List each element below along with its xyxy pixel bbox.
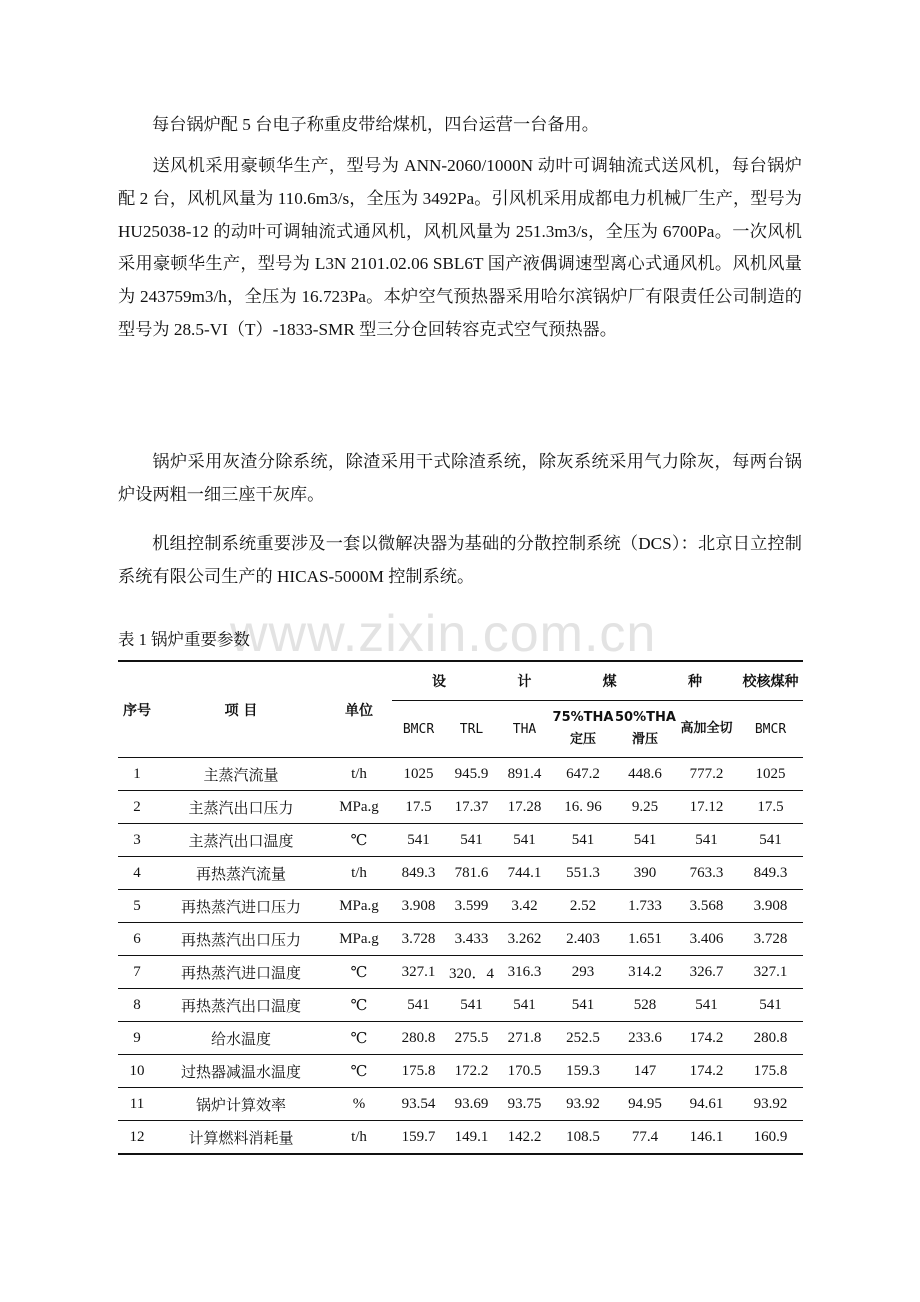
row-value: 159.3 [551,1055,615,1088]
header-unit: 单位 [326,661,392,758]
header-col-sublabel: 滑压 [631,732,658,747]
header-col-trl: TRL [445,701,498,758]
header-item: 项 目 [156,661,326,758]
row-number: 3 [118,824,156,857]
row-value: 94.95 [615,1088,675,1121]
row-number: 11 [118,1088,156,1121]
paragraph-control-system [118,528,802,594]
row-item: 再热蒸汽进口压力 [156,890,326,923]
table-row [118,1055,803,1088]
row-value: 945.9 [445,758,498,791]
row-item: 再热蒸汽出口压力 [156,923,326,956]
paragraph-text: 每台锅炉配 5 台电子称重皮带给煤机，四台运营一台备用。 [152,115,599,134]
row-value: 541 [738,989,803,1022]
row-value: 541 [445,824,498,857]
row-value: 9.25 [615,791,675,824]
row-number: 5 [118,890,156,923]
row-value: 252.5 [551,1022,615,1055]
row-value: 17.37 [445,791,498,824]
row-value: 647.2 [551,758,615,791]
row-value: 160.9 [738,1121,803,1155]
header-col-50tha [615,701,675,758]
row-value: 77.4 [615,1121,675,1155]
table-row [118,857,803,890]
row-value: 94.61 [675,1088,738,1121]
row-value: 293 [551,956,615,989]
row-value: 175.8 [738,1055,803,1088]
table-caption: 表 1 锅炉重要参数 [118,630,250,649]
row-unit: ℃ [326,989,392,1022]
row-value: 744.1 [498,857,551,890]
header-col-hp-heater-off: 高加全切 [675,701,738,758]
row-value: 541 [392,824,445,857]
row-value: 781.6 [445,857,498,890]
row-value: 271.8 [498,1022,551,1055]
row-number: 6 [118,923,156,956]
row-item: 主蒸汽流量 [156,758,326,791]
header-design-char: 设 [432,674,446,690]
row-value: 93.75 [498,1088,551,1121]
row-unit: ℃ [326,1022,392,1055]
row-value: 233.6 [615,1022,675,1055]
paragraph-ash-system [118,446,802,512]
table-row [118,956,803,989]
table-row [118,923,803,956]
row-value: 327.1 [392,956,445,989]
row-value: 849.3 [392,857,445,890]
row-value: 159.7 [392,1121,445,1155]
table-row [118,1121,803,1155]
paragraph-text: 锅炉采用灰渣分除系统，除渣采用干式除渣系统，除灰系统采用气力除灰，每两台锅炉设两粗一细三座干灰库。 [118,452,802,504]
row-value: 326.7 [675,956,738,989]
row-value: 777.2 [675,758,738,791]
row-number: 2 [118,791,156,824]
row-value: 275.5 [445,1022,498,1055]
header-design-char: 计 [517,674,532,690]
boiler-parameters-table [118,660,803,1155]
row-value: 175.8 [392,1055,445,1088]
row-value: 3.599 [445,890,498,923]
row-value: 541 [615,824,675,857]
table-row [118,1022,803,1055]
paragraph-text: 送风机采用豪顿华生产，型号为 ANN-2060/1000N 动叶可调轴流式送风机，每台锅炉配 2 台，风机风量为 110.6m3/s，全压为 3492Pa。引风机采用成都电力机械厂生产，型号为 HU25038-12 的动叶可调轴流式通风机，风机风量为 251.3m3/s，全压为 6700Pa。一次风机采用豪顿华生产，型号为 L3N 2101.02.06 SBL6T 国产液偶调速型离心式通风机。风机风量为 243759m3/h，全压为 16.723Pa。本炉空气预热器采用哈尔滨锅炉厂有限责任公司制造的型号为 28.5-VI（T）-1833-SMR 型三分仓回转容克式空气预热器。 [118,156,802,339]
row-value: 316.3 [498,956,551,989]
table-row [118,890,803,923]
row-item: 再热蒸汽出口温度 [156,989,326,1022]
header-col-75tha [551,701,615,758]
row-value: 528 [615,989,675,1022]
header-seq: 序号 [118,661,156,758]
row-value: 17.5 [392,791,445,824]
header-col-bmcr: BMCR [392,701,445,758]
row-number: 9 [118,1022,156,1055]
row-value: 1.733 [615,890,675,923]
row-value: 541 [551,989,615,1022]
row-value: 17.12 [675,791,738,824]
paragraph-feeders [118,109,802,142]
row-value: 1025 [392,758,445,791]
row-value: 541 [738,824,803,857]
row-value: 108.5 [551,1121,615,1155]
header-col-label: 75%THA [552,710,614,725]
header-design-char: 种 [687,674,702,690]
row-value: 174.2 [675,1022,738,1055]
row-item: 再热蒸汽进口温度 [156,956,326,989]
row-value: 146.1 [675,1121,738,1155]
row-unit: ℃ [326,1055,392,1088]
row-unit: % [326,1088,392,1121]
row-value: 149.1 [445,1121,498,1155]
row-unit: t/h [326,758,392,791]
row-value: 541 [551,824,615,857]
row-value: 3.908 [738,890,803,923]
row-value: 849.3 [738,857,803,890]
row-value: 541 [392,989,445,1022]
row-value: 3.42 [498,890,551,923]
row-value: 17.28 [498,791,551,824]
header-col-sublabel: 定压 [569,732,596,747]
row-value: 448.6 [615,758,675,791]
row-item: 锅炉计算效率 [156,1088,326,1121]
row-value: 142.2 [498,1121,551,1155]
row-value: 541 [675,989,738,1022]
row-value: 17.5 [738,791,803,824]
row-number: 4 [118,857,156,890]
row-value: 2.403 [551,923,615,956]
paragraph-text: 机组控制系统重要涉及一套以微解决器为基础的分散控制系统（DCS）：北京日立控制系统有限公司生产的 HICAS-5000M 控制系统。 [118,534,802,586]
row-value: 541 [675,824,738,857]
table-row [118,989,803,1022]
row-value: 280.8 [392,1022,445,1055]
row-item: 再热蒸汽流量 [156,857,326,890]
row-value: 1025 [738,758,803,791]
row-value: 320．4 [445,956,498,989]
row-value: 3.568 [675,890,738,923]
row-number: 12 [118,1121,156,1155]
row-number: 10 [118,1055,156,1088]
header-design-char: 煤 [602,674,617,690]
row-value: 280.8 [738,1022,803,1055]
row-item: 给水温度 [156,1022,326,1055]
row-value: 174.2 [675,1055,738,1088]
row-unit: t/h [326,1121,392,1155]
row-unit: MPa.g [326,890,392,923]
table-body [118,758,803,1155]
row-item: 主蒸汽出口温度 [156,824,326,857]
paragraph-fans [118,150,802,347]
row-value: 551.3 [551,857,615,890]
table-row [118,1088,803,1121]
row-item: 计算燃料消耗量 [156,1121,326,1155]
row-value: 93.69 [445,1088,498,1121]
row-value: 93.92 [551,1088,615,1121]
row-unit: t/h [326,857,392,890]
table-row [118,758,803,791]
row-value: 93.92 [738,1088,803,1121]
row-value: 16. 96 [551,791,615,824]
header-design-coal [392,661,738,701]
table-row [118,824,803,857]
row-value: 172.2 [445,1055,498,1088]
header-col-check-bmcr: BMCR [738,701,803,758]
row-value: 1.651 [615,923,675,956]
row-unit: ℃ [326,956,392,989]
row-value: 891.4 [498,758,551,791]
row-number: 1 [118,758,156,791]
row-item: 过热器减温水温度 [156,1055,326,1088]
row-unit: ℃ [326,824,392,857]
row-number: 8 [118,989,156,1022]
row-value: 390 [615,857,675,890]
row-value: 3.262 [498,923,551,956]
row-value: 327.1 [738,956,803,989]
row-unit: MPa.g [326,791,392,824]
row-value: 763.3 [675,857,738,890]
header-check-coal: 校核煤种 [738,661,803,701]
row-value: 314.2 [615,956,675,989]
row-item: 主蒸汽出口压力 [156,791,326,824]
row-value: 541 [498,989,551,1022]
row-value: 3.908 [392,890,445,923]
row-value: 93.54 [392,1088,445,1121]
row-number: 7 [118,956,156,989]
header-col-tha: THA [498,701,551,758]
row-value: 541 [498,824,551,857]
row-value: 2.52 [551,890,615,923]
row-value: 3.728 [738,923,803,956]
row-unit: MPa.g [326,923,392,956]
row-value: 170.5 [498,1055,551,1088]
row-value: 3.433 [445,923,498,956]
row-value: 147 [615,1055,675,1088]
table-row [118,791,803,824]
row-value: 3.406 [675,923,738,956]
watermark: www.zixin.com.cn [230,605,657,663]
row-value: 3.728 [392,923,445,956]
row-value: 541 [445,989,498,1022]
header-col-label: 50%THA [615,710,676,725]
